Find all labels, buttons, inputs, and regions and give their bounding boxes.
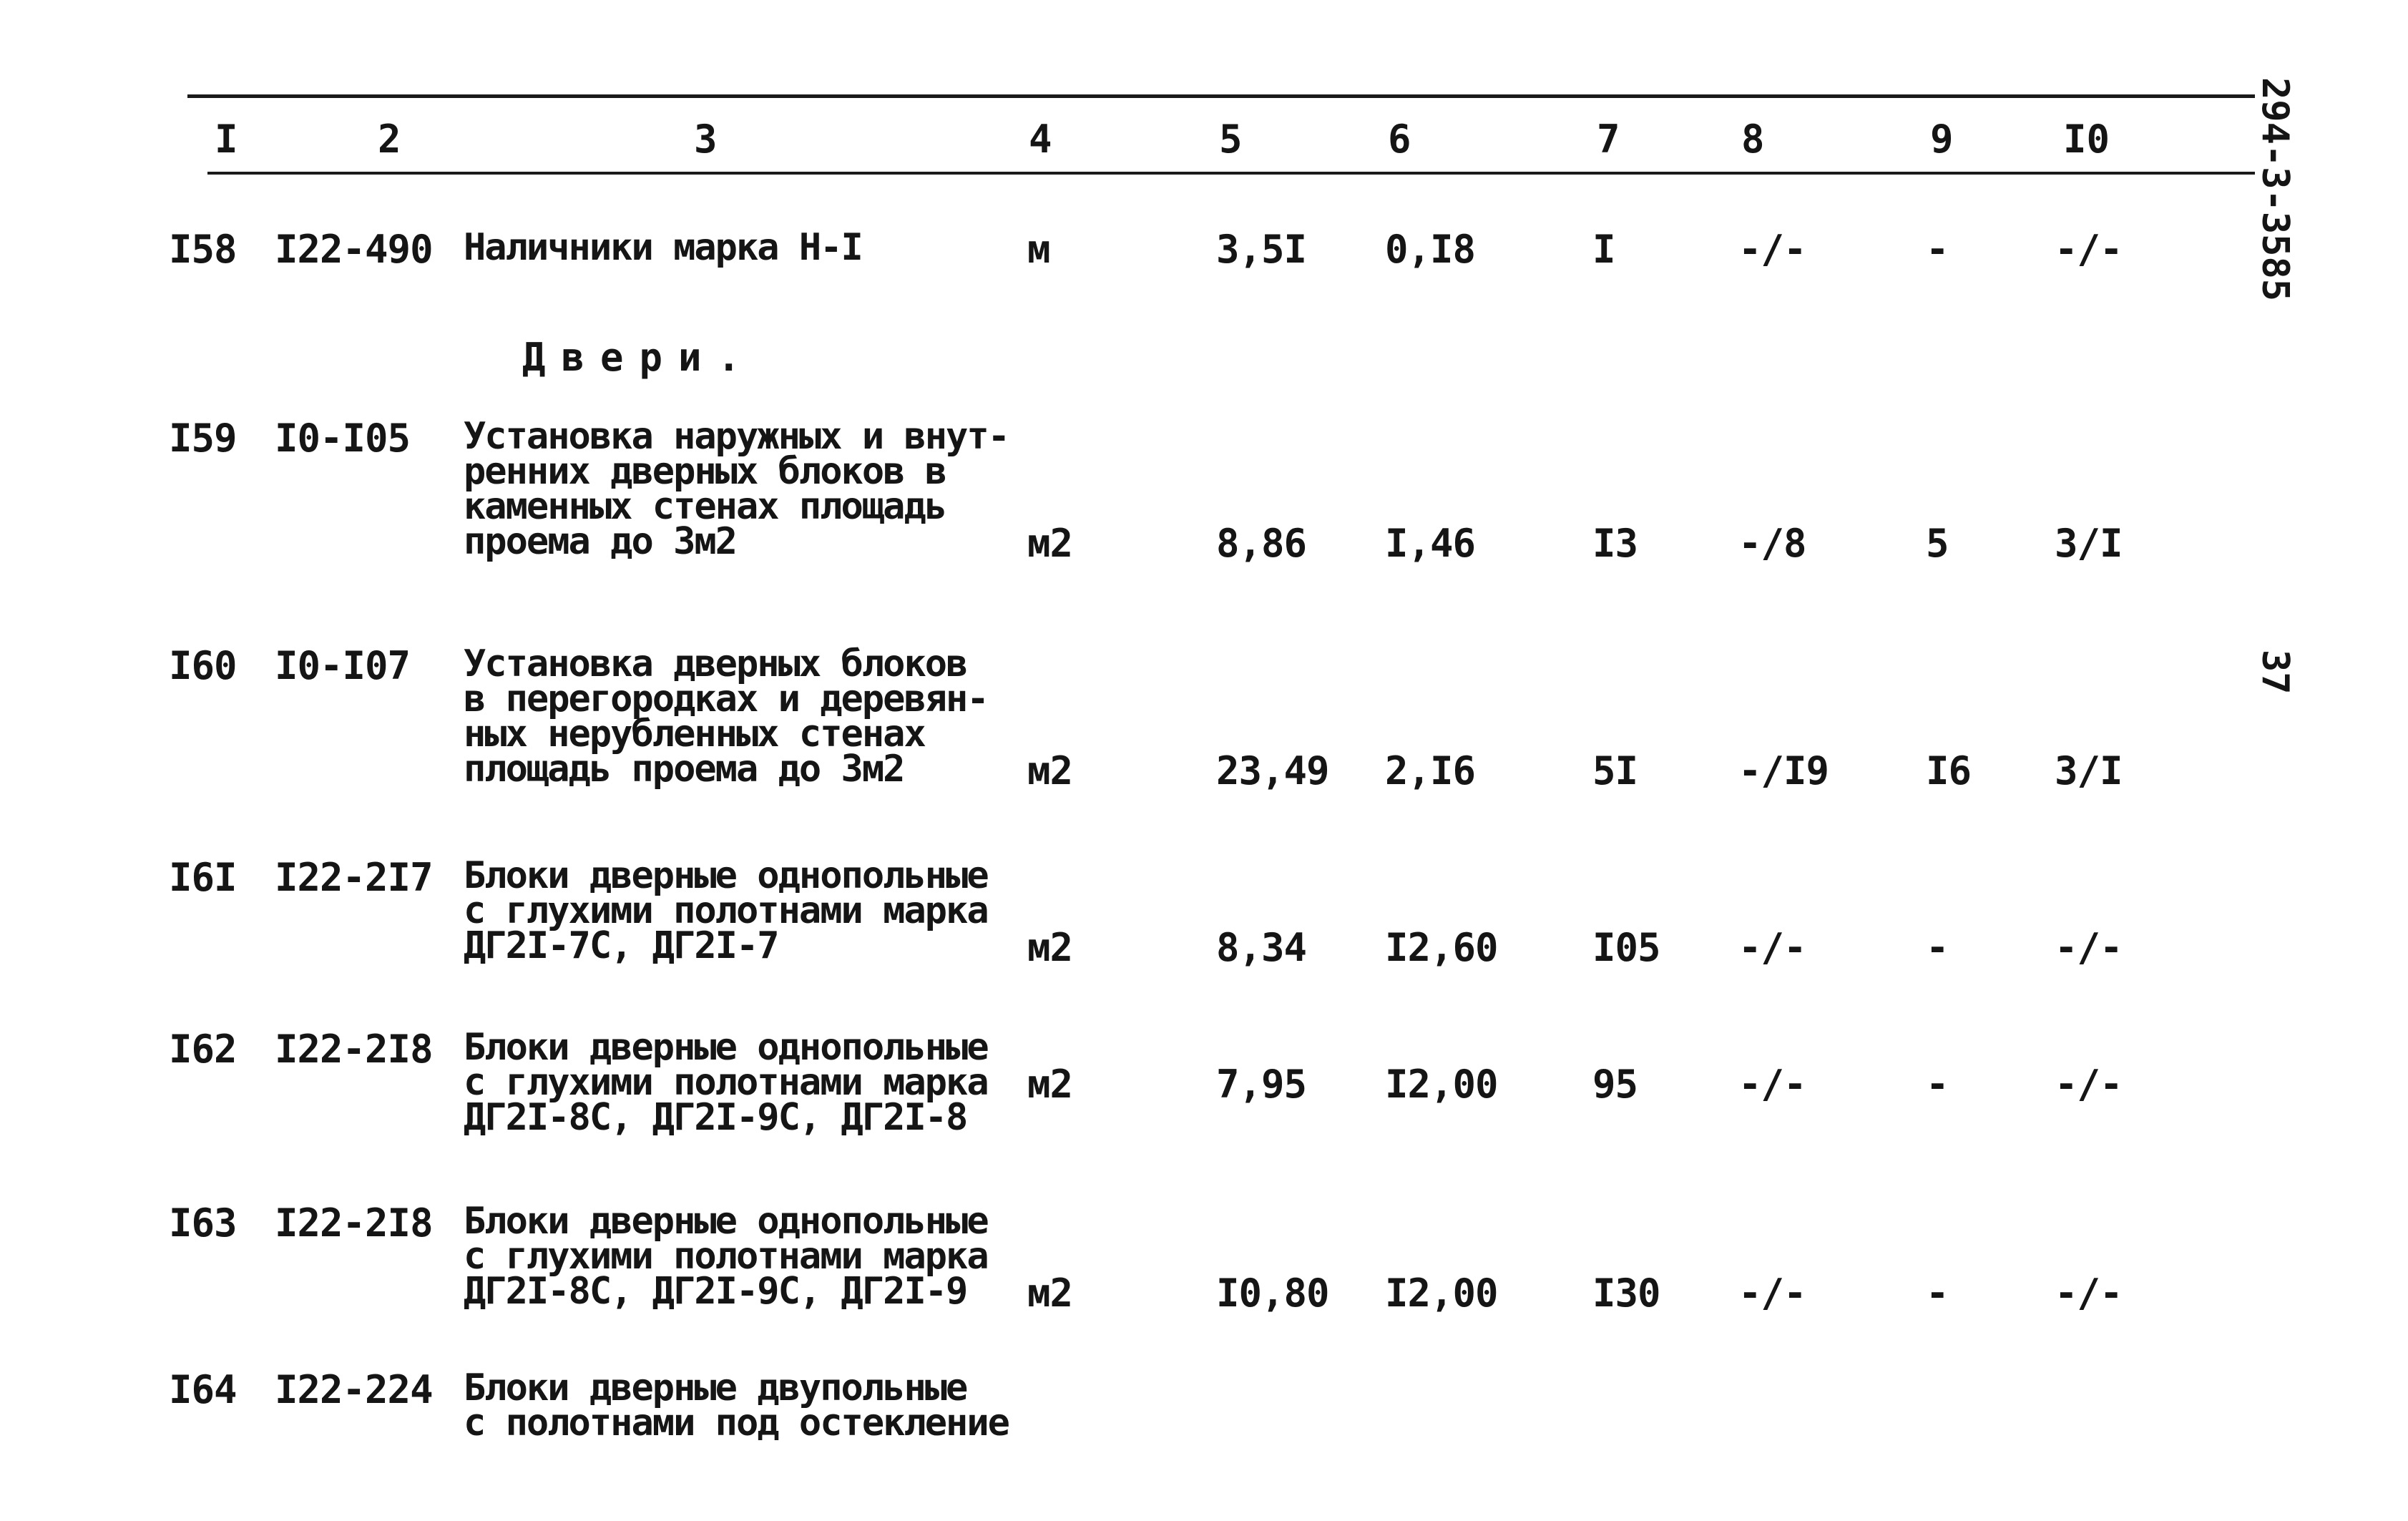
row-unit: м2	[1027, 748, 1073, 793]
row-col7: I3	[1592, 521, 1638, 566]
document-code: 294-3-3585	[2253, 77, 2296, 302]
row-description-line: Блоки дверные однопольные	[464, 1200, 988, 1243]
row-description-line: с глухими полотнами марка	[464, 1061, 988, 1104]
row-col8: -/-	[1738, 1062, 1806, 1107]
row-description	[464, 415, 1009, 563]
row-col8: -/I9	[1738, 748, 1829, 793]
row-description-line: с глухими полотнами марка	[464, 889, 988, 932]
row-description-line: ных нерубленных стенах	[464, 713, 925, 755]
row-col5: 3,5I	[1216, 227, 1307, 272]
row-description-line: Установка наружных и внут-	[464, 415, 1009, 458]
row-code: I22-2I8	[275, 1200, 433, 1246]
row-description	[464, 642, 988, 791]
row-description-line: Наличники марка Н-I	[464, 226, 862, 269]
row-unit: м2	[1027, 521, 1073, 566]
row-number: I62	[169, 1027, 237, 1072]
row-col10: -/-	[2055, 227, 2123, 272]
col-header-5: 5	[1219, 117, 1243, 162]
row-description-line: ДГ2I-8С, ДГ2I-9С, ДГ2I-9	[464, 1270, 967, 1313]
row-description-line: Блоки дверные двупольные	[464, 1366, 967, 1409]
row-col7: I	[1592, 227, 1615, 272]
row-col7: I05	[1592, 925, 1660, 970]
row-description	[464, 226, 862, 269]
row-col5: 7,95	[1216, 1062, 1307, 1107]
row-col6: I2,00	[1385, 1062, 1498, 1107]
header-bottom-rule	[207, 172, 2255, 175]
row-description-line: Блоки дверные однопольные	[464, 854, 988, 897]
row-col6: I2,00	[1385, 1271, 1498, 1316]
row-description-line: площадь проема до 3м2	[464, 748, 904, 791]
col-header-4: 4	[1029, 117, 1052, 162]
row-col7: I30	[1592, 1271, 1660, 1316]
row-description-line: с глухими полотнами марка	[464, 1235, 988, 1278]
col-header-9: 9	[1930, 117, 1954, 162]
row-col5: 8,86	[1216, 521, 1307, 566]
row-description-line: ДГ2I-7С, ДГ2I-7	[464, 924, 778, 967]
row-col5: I0,80	[1216, 1271, 1329, 1316]
row-col9: -	[1926, 1062, 1949, 1107]
col-header-3: 3	[694, 117, 718, 162]
row-code: I0-I07	[275, 643, 411, 688]
row-description-line: каменных стенах площадь	[464, 485, 946, 528]
row-col6: I2,60	[1385, 925, 1498, 970]
row-number: I64	[169, 1367, 237, 1412]
row-number: I59	[169, 416, 237, 461]
row-col6: I,46	[1385, 521, 1476, 566]
row-number: I58	[169, 227, 237, 272]
row-description-line: Установка дверных блоков	[464, 642, 967, 685]
row-col10: -/-	[2055, 1271, 2123, 1316]
row-col8: -/-	[1738, 925, 1806, 970]
row-description-line: с полотнами под остекление	[464, 1402, 1009, 1444]
row-code: I22-2I8	[275, 1027, 433, 1072]
row-col10: 3/I	[2055, 748, 2123, 793]
row-description	[464, 1366, 1009, 1444]
row-unit: м2	[1027, 1062, 1073, 1107]
row-description-line: проема до 3м2	[464, 520, 736, 563]
col-header-7: 7	[1597, 117, 1620, 162]
col-header-6: 6	[1388, 117, 1411, 162]
row-description-line: ренних дверных блоков в	[464, 450, 946, 493]
row-code: I0-I05	[275, 416, 411, 461]
row-col9: -	[1926, 925, 1949, 970]
row-code: I22-224	[275, 1367, 433, 1412]
row-number: I6I	[169, 855, 237, 900]
row-col8: -/-	[1738, 227, 1806, 272]
row-col8: -/8	[1738, 521, 1806, 566]
row-col5: 23,49	[1216, 748, 1329, 793]
row-unit: м2	[1027, 925, 1073, 970]
row-number: I60	[169, 643, 237, 688]
header-top-rule	[187, 94, 2255, 98]
page-number: 37	[2253, 650, 2296, 695]
row-description-line: Блоки дверные однопольные	[464, 1026, 988, 1069]
row-col5: 8,34	[1216, 925, 1307, 970]
col-header-8: 8	[1741, 117, 1765, 162]
row-col8: -/-	[1738, 1271, 1806, 1316]
row-col6: 2,I6	[1385, 748, 1476, 793]
row-number: I63	[169, 1200, 237, 1246]
row-code: I22-490	[275, 227, 433, 272]
row-description	[464, 1200, 988, 1313]
row-unit: м2	[1027, 1271, 1073, 1316]
row-col7: 5I	[1592, 748, 1638, 793]
col-header-2: 2	[378, 117, 401, 162]
row-unit: м	[1027, 227, 1050, 272]
col-header-1: I	[215, 117, 238, 162]
row-code: I22-2I7	[275, 855, 433, 900]
row-col9: 5	[1926, 521, 1949, 566]
row-description	[464, 1026, 988, 1139]
section-title: Двери.	[522, 335, 757, 380]
row-description	[464, 854, 988, 967]
row-col6: 0,I8	[1385, 227, 1476, 272]
row-col9: -	[1926, 1271, 1949, 1316]
col-header-10: I0	[2063, 117, 2110, 162]
row-col10: -/-	[2055, 925, 2123, 970]
row-col10: 3/I	[2055, 521, 2123, 566]
row-col9: I6	[1926, 748, 1972, 793]
row-col7: 95	[1592, 1062, 1638, 1107]
row-description-line: ДГ2I-8С, ДГ2I-9С, ДГ2I-8	[464, 1096, 967, 1139]
row-col9: -	[1926, 227, 1949, 272]
row-col10: -/-	[2055, 1062, 2123, 1107]
row-description-line: в перегородках и деревян-	[464, 678, 988, 720]
